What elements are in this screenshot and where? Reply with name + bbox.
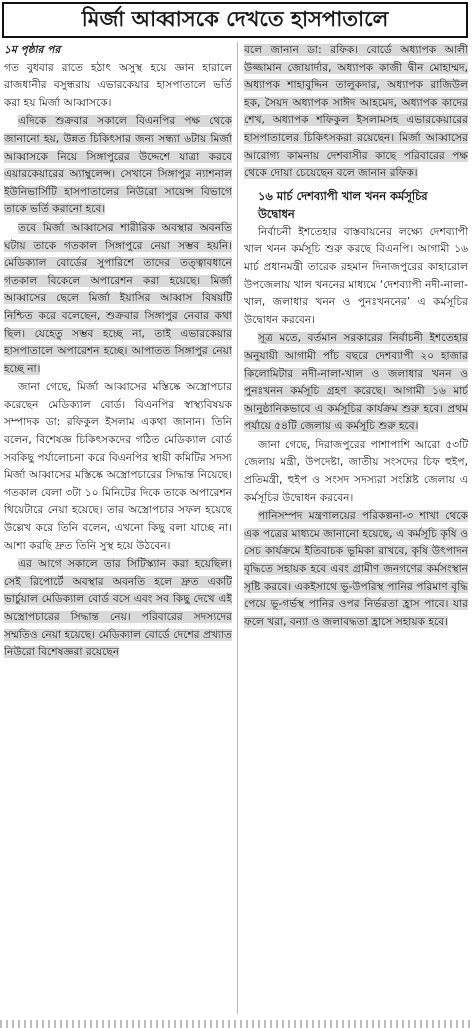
section-subheading: ১৬ মার্চ দেশব্যাপী খাল খনন কর্মসূচির উদ্বোধন xyxy=(258,188,428,221)
continuation-label: ১ম পৃষ্ঠার পর xyxy=(4,44,61,56)
page-bottom-edge xyxy=(0,1020,472,1028)
column-divider xyxy=(237,42,238,1014)
article-paragraph xyxy=(4,556,232,662)
article-paragraph: গত বুধবার রাতে হঠাৎ অসুস্থ হয়ে জ্ঞান হারালে রাজধানীর বসুন্ধরায় এভারকেয়ার হাসপাতালে ভর্তি করা হয় মির্জা আব্বাসকে। xyxy=(4,61,232,109)
shaded-paragraph-text: বলে জানান ডা: রফিক। বোর্ডে অধ্যাপক আলী উজ্জামান জোয়ার্দার, অধ্যাপক কাজী দ্বীন মোহাম্মদ, অধ্যাপক শাহাবুদ্দিন তালুকদার, অধ্যাপক রাজিউল হক, সৈয়দ অধ্যাপক সাঈদ আহমেদ, অধ্যাপক কাদের শেখ, অধ্যাপক শফিকুল ইসলামসহ এভারকেয়ারের হাসপাতালের চিকিৎসকরা রয়েছেন। মির্জা আব্বাসের আরোগ্য কামনায় দেশবাসীর কাছে পরিবারের পক্ষ থেকে দোয়া চেয়েছেন বলে জানান রফিক। xyxy=(244,44,468,180)
left-column xyxy=(4,42,232,1022)
article-paragraph xyxy=(4,220,232,378)
article-paragraph xyxy=(244,330,468,436)
article-paragraph xyxy=(244,508,468,631)
headline-box xyxy=(2,2,468,38)
article-paragraph: জানা গেছে, দিরাজপুরের পাশাপাশি আরো ৫৩টি জেলায় মন্ত্রী, উপদেষ্টা, জাতীয় সংসদের চিফ হুইপ, প্রতিমন্ত্রী, হুইপ ও সংসদ সদস্যরা সংশ্লিষ্ট জেলায় এ কর্মসূচির উদ্বোধন করবেন। xyxy=(244,438,468,504)
shaded-paragraph-text: তবে মির্জা আব্বাসের শারীরিক অবস্থার অবনতি ঘটায় তাকে গতকাল সিঙ্গাপুরে নেয়া সম্ভব হয়নি। মেডিক্যাল বোর্ডের সুপারিশে তাদের তত্ত্বাবধানে গতকাল বিকেলে অপারেশন করা হয়েছে। মির্জা আব্বাসের ছেলে মির্জা ইয়াসির আব্বাস বিষয়টি নিশ্চিত করে বলেছেন, শুক্রবার সিঙ্গাপুর নেবার কথা ছিল। যেহেতু সম্ভব হচ্ছে না, তাই এভারকেয়ার হাসপাতালে অপারেশন হচ্ছে। আপাতত সিঙ্গাপুর নেয়া হচ্ছে না। xyxy=(4,221,232,375)
article-paragraph xyxy=(4,113,232,219)
article-paragraph: নির্বাচনী ইশতেহার বাস্তবায়নের লক্ষ্যে দেশব্যাপী খাল খনন কর্মসূচি শুরু করছে বিএনপি। আগামী ১৬ মার্চ প্রধানমন্ত্রী তারেক রহমান দিনাজপুরের কাহারোল উপজেলায় খাল খননের মাধ্যমে ‘দেশব্যাপী নদী-নালা-খাল, জলাধার খনন ও পুনঃখননের’ এ কর্মসূচির উদ্বোধন করবেন। xyxy=(244,225,468,326)
shaded-paragraph-text: এর আগে সকালে তার সিটিস্ক্যান করা হয়েছিল। সেই রিপোর্টে অবস্থার অবনতি হলে দ্রুত একটি ভার্চুয়াল মেডিক্যাল বোর্ড বসে এবং সব কিছু দেখে এই অস্ত্রোপচারের সিদ্ধান্ত নেয়। পরিবারের সদস্যদের সম্মতিও নেয়া হয়েছে। মেডিক্যাল বোর্ডে দেশের প্রখ্যাত নিউরো বিশেষজ্ঞরা রয়েছেন xyxy=(4,558,232,659)
headline: মির্জা আব্বাসকে দেখতে হাসপাতালে xyxy=(81,6,389,31)
shaded-paragraph-text: পানিসম্পদ মন্ত্রণালয়ের পরিকল্পনা-৩ শাখা থেকে এক পত্রের মাধ্যমে জানানো হয়েছে, এ কর্মসূচি কৃষি ও সেচ কার্যক্রমে ইতিবাচক ভূমিকা রাখবে, কৃষি উৎপাদন বৃদ্ধিতে সহায়ক হবে এবং গ্রামীণ জনগণের কর্মসংস্থান সৃষ্টি করবে। একইসাথে ভূ-উপরিস্থ পানির পরিমাণ বৃদ্ধি পেয়ে ভূ-গর্ভস্থ পানির ওপর নির্ভরতা হ্রাস পাবে। যার ফলে খরা, বন্যা ও জলাবদ্ধতা হ্রাসে সহায়ক হবে। xyxy=(244,510,468,628)
shaded-paragraph-text: এদিকে শুক্রবার সকালে বিএনপির পক্ষ থেকে জানানো হয়, উন্নত চিকিৎসার জন্য সন্ধ্যা ৬টায় মির্জা আব্বাসকে নিয়ে সিঙ্গাপুরের উদ্দেশে যাত্রা করবে এয়ারকেয়ারের অ্যাম্বুলেন্স। সেখানে সিঙ্গাপুর ন্যাশনাল ইউনিভার্সিটি হাসপাতালের নিউরো সায়েন্স বিভাগে তাকে ভর্তি করানো হবে। xyxy=(4,115,232,216)
article-paragraph xyxy=(244,42,468,183)
article-paragraph: জানা গেছে, মির্জা আব্বাসের মস্তিষ্কে অস্ত্রোপচার করেছেন মেডিক্যাল বোর্ড। বিএনপির স্বাস্থ্যবিষয়ক সম্পাদক ডা: রফিকুল ইসলাম একথা জানান। তিনি বলেন, বিশেষজ্ঞ চিকিৎসকদের গঠিত মেডিক্যাল বোর্ড সবকিছু পর্যালোচনা করে বিএনপির স্থায়ী কমিটির সদস্য মির্জা আব্বাসের মস্তিষ্কে অস্ত্রোপচারের সিদ্ধান্ত নিয়েছে। গতকাল বেলা ৩টা ১০ মিনিটের দিকে তাকে অপারেশন থিয়েটারে নেয়া হয়েছে। তার অস্ত্রোপচার সফল হয়েছে উল্লেখ করে তিনি বলেন, এখনো কিছু বলা যাচ্ছে না। আশা করছি দ্রুত তিনি সুস্থ হয়ে উঠবেন। xyxy=(4,381,232,552)
right-column xyxy=(244,42,468,1022)
shaded-paragraph-text: সূত্র মতে, বর্তমান সরকারের নির্বাচনী ইশতেহার অনুযায়ী আগামী পাঁচ বছরে দেশব্যাপী ২০ হাজার কিলোমিটার নদী-নালা-খাল ও জলাধার খনন ও পুনঃখনন কর্মসূচি গ্রহণ করেছে। আগামী ১৬ মার্চ আনুষ্ঠানিকভাবে এ কর্মসূচির কার্যক্রম শুরু হবে। প্রথম পর্যায়ে ৫৪টি জেলায় এ কর্মসূচি শুরু হবে। xyxy=(244,332,468,433)
